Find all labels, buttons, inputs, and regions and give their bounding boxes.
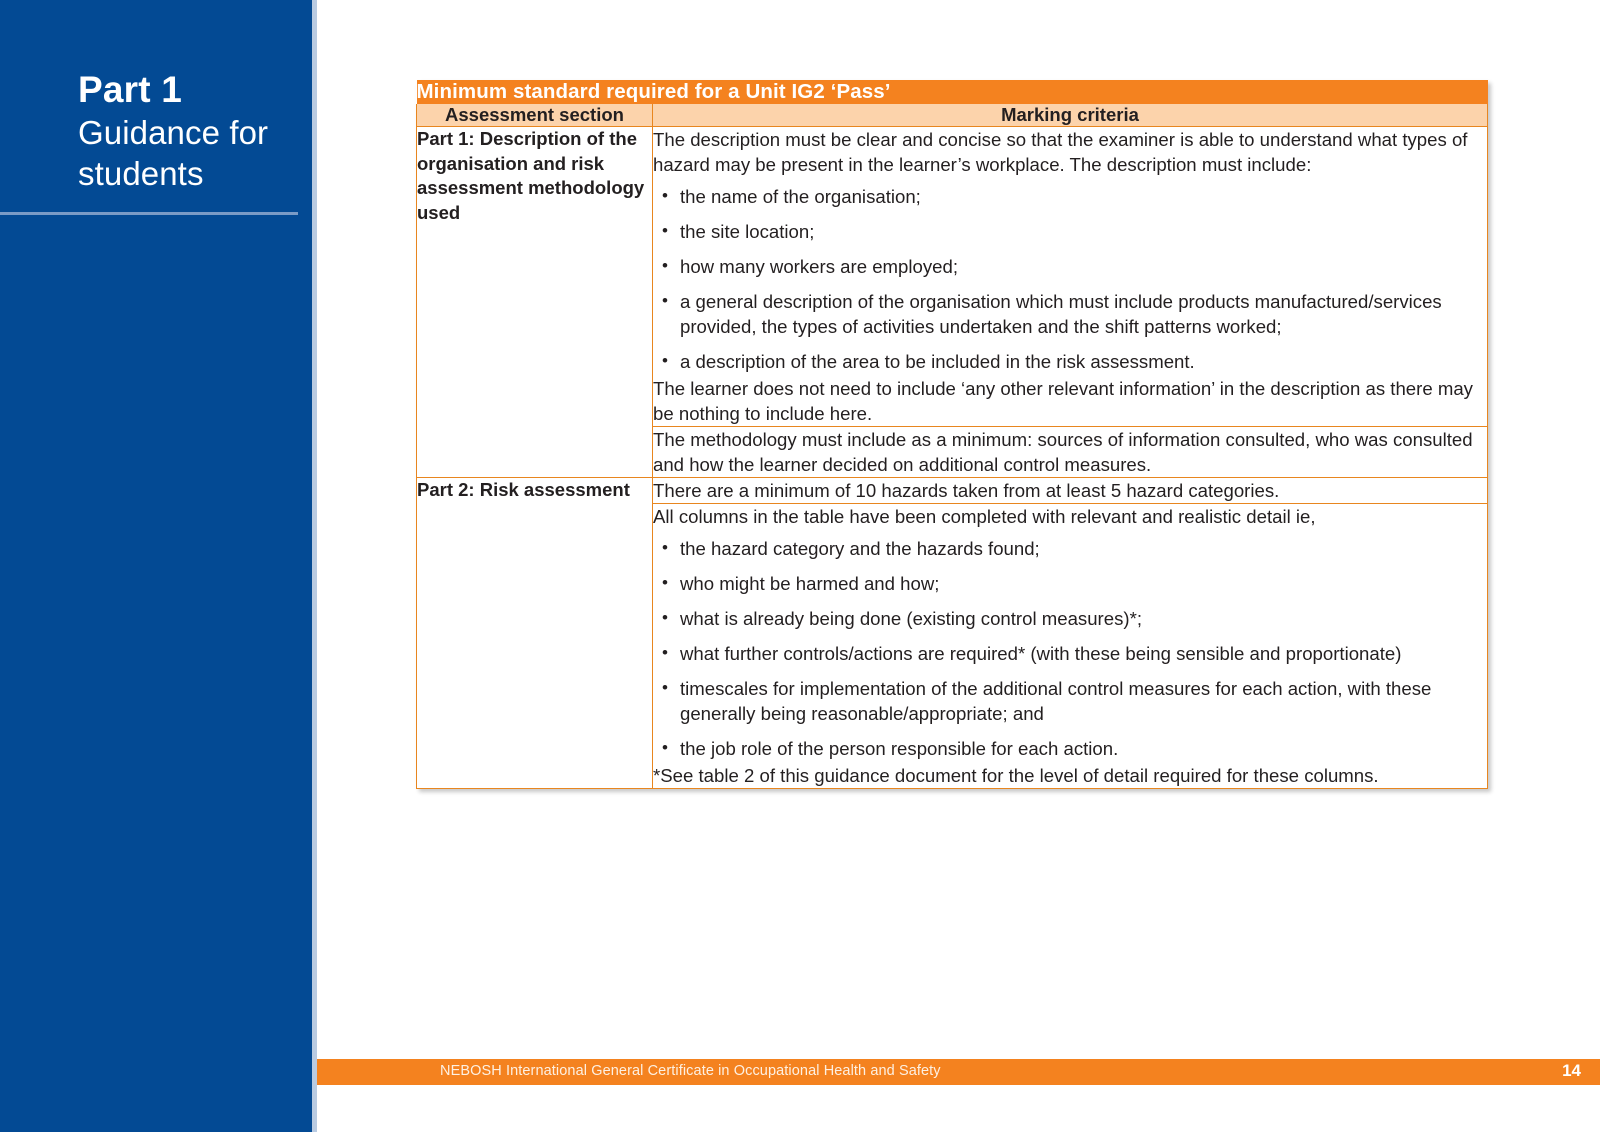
list-item: • a description of the area to be included in the risk assessment. xyxy=(653,349,1487,374)
minimum-standard-table-wrapper xyxy=(416,80,1488,789)
table-row xyxy=(417,127,1488,427)
list-item: • the hazard category and the hazards found; xyxy=(653,536,1487,561)
minimum-standard-table xyxy=(416,80,1488,789)
footer-course-title: NEBOSH International General Certificate in Occupational Health and Safety xyxy=(440,1063,941,1079)
criteria-outro: The learner does not need to include ‘any other relevant information’ in the description as there may be nothing to include here. xyxy=(653,378,1473,424)
table-title: Minimum standard required for a Unit IG2 ‘Pass’ xyxy=(417,80,1488,104)
list-item: • the name of the organisation; xyxy=(653,184,1487,209)
column-header-assessment-section: Assessment section xyxy=(417,104,653,127)
list-item: • what is already being done (existing control measures)*; xyxy=(653,606,1487,631)
list-item: • how many workers are employed; xyxy=(653,254,1487,279)
criteria-bullet-list xyxy=(653,184,1487,374)
criteria-intro: The methodology must include as a minimum: sources of information consulted, who was consulted and how the learner decided on additional control measures. xyxy=(653,429,1473,475)
section-label-part-1: Part 1: Description of the organisation and risk assessment methodology used xyxy=(417,127,653,478)
criteria-cell-part-1-methodology xyxy=(653,427,1488,478)
criteria-intro: The description must be clear and concise so that the examiner is able to understand what types of hazard may be present in the learner’s workplace. The description must include: xyxy=(653,129,1468,175)
list-item: • timescales for implementation of the additional control measures for each action, with these generally being reasonable/appropriate; and xyxy=(653,676,1487,726)
criteria-cell-part-2-columns xyxy=(653,504,1488,789)
page-content-area xyxy=(317,0,1600,1132)
sidebar-part-label: Part 1 xyxy=(78,69,183,110)
column-header-marking-criteria: Marking criteria xyxy=(653,104,1488,127)
list-item: • the job role of the person responsible for each action. xyxy=(653,736,1487,761)
sidebar-divider xyxy=(0,212,298,215)
table-title-row xyxy=(417,80,1488,104)
list-item: • what further controls/actions are required* (with these being sensible and proportionate) xyxy=(653,641,1487,666)
page-number: 14 xyxy=(1562,1061,1581,1080)
footer-sidebar-stub xyxy=(0,1059,312,1085)
table-header-row xyxy=(417,104,1488,127)
criteria-cell-part-1-description xyxy=(653,127,1488,427)
criteria-footnote: *See table 2 of this guidance document for the level of detail required for these columns. xyxy=(653,765,1379,786)
list-item: • a general description of the organisation which must include products manufactured/services provided, the types of activities undertaken and the shift patterns worked; xyxy=(653,289,1487,339)
criteria-intro: There are a minimum of 10 hazards taken from at least 5 hazard categories. xyxy=(653,480,1280,501)
page-footer xyxy=(317,1059,1600,1085)
sidebar-title-block xyxy=(78,68,308,194)
list-item: • who might be harmed and how; xyxy=(653,571,1487,596)
section-label-part-2: Part 2: Risk assessment xyxy=(417,478,653,789)
left-sidebar xyxy=(0,0,312,1132)
criteria-intro: All columns in the table have been completed with relevant and realistic detail ie, xyxy=(653,506,1316,527)
list-item: • the site location; xyxy=(653,219,1487,244)
sidebar-subtitle-line-2: students xyxy=(78,155,204,192)
table-row xyxy=(417,478,1488,504)
sidebar-subtitle-line-1: Guidance for xyxy=(78,114,269,151)
criteria-bullet-list xyxy=(653,536,1487,761)
criteria-cell-part-2-hazards xyxy=(653,478,1488,504)
